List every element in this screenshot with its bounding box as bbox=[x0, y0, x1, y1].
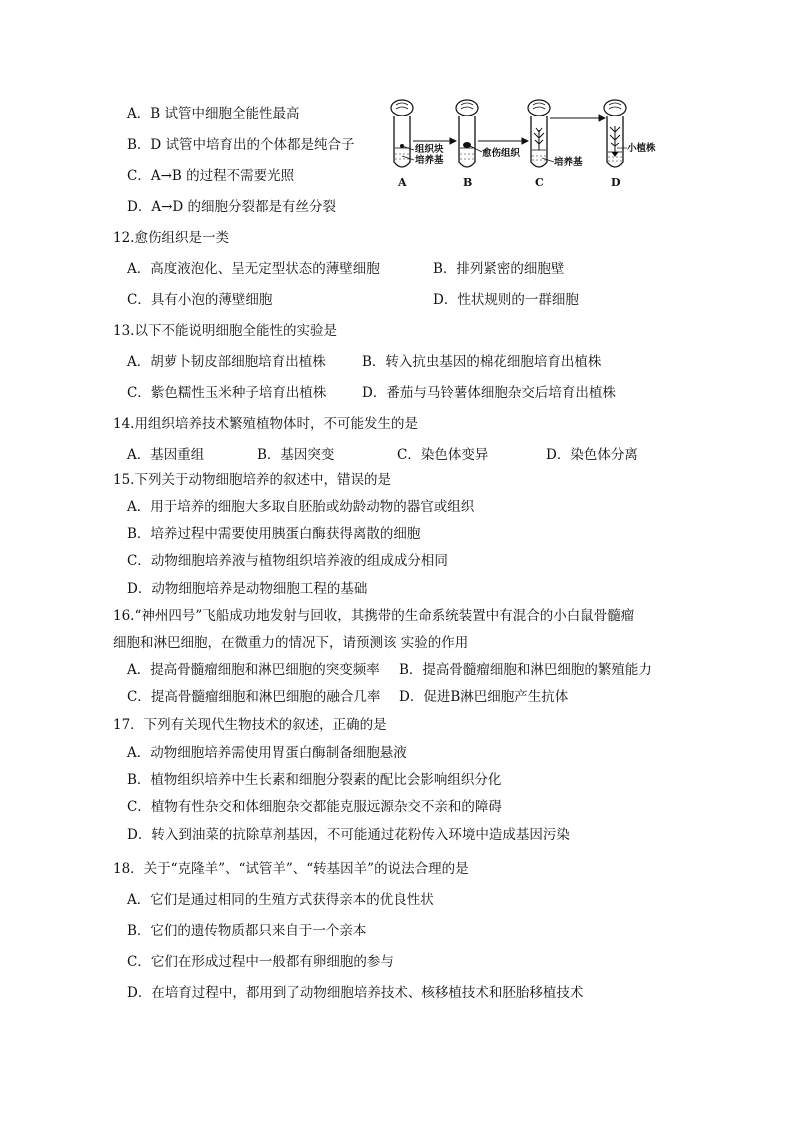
q12-option-b: B．排列紧密的细胞壁 bbox=[433, 261, 565, 277]
tube-label-a: A bbox=[398, 176, 407, 189]
q11-option-b: B．D 试管中培育出的个体都是纯合子 bbox=[127, 137, 355, 153]
q18-option-d: D．在培育过程中，都用到了动物细胞培养技术、核移植技术和胚胎移植技术 bbox=[127, 985, 584, 1001]
q17-option-c: C．植物有性杂交和体细胞杂交都能克服远源杂交不亲和的障碍 bbox=[127, 799, 502, 815]
label-callus: 愈伤组织 bbox=[482, 148, 521, 159]
tube-label-b: B bbox=[463, 176, 473, 189]
q12-stem: 12.愈伤组织是一类 bbox=[113, 230, 229, 246]
q18-stem: 18．关于“克隆羊”、“试管羊”、“转基因羊”的说法合理的是 bbox=[113, 861, 469, 877]
q13-option-c: C．紫色糯性玉米种子培育出植株 bbox=[127, 385, 327, 401]
q16-option-c: C．提高骨髓瘤细胞和淋巴细胞的融合几率 bbox=[127, 689, 381, 705]
label-medium-2: 培养基 bbox=[554, 157, 583, 168]
q13-stem: 13.以下不能说明细胞全能性的实验是 bbox=[113, 323, 337, 339]
q14-option-d: D．染色体分离 bbox=[546, 447, 638, 463]
q11-option-a: A．B 试管中细胞全能性最高 bbox=[127, 106, 300, 122]
q18-option-a: A．它们是通过相同的生殖方式获得亲本的优良性状 bbox=[127, 892, 434, 908]
test-tube-d bbox=[604, 100, 626, 167]
q15-option-a: A．用于培养的细胞大多取自胚胎或幼龄动物的器官或组织 bbox=[127, 499, 475, 515]
q15-option-d: D．动物细胞培养是动物细胞工程的基础 bbox=[127, 581, 368, 597]
q15-option-b: B．培养过程中需要使用胰蛋白酶获得离散的细胞 bbox=[127, 526, 421, 542]
label-medium-1: 培养基 bbox=[415, 155, 444, 166]
q14-option-b: B．基因突变 bbox=[257, 447, 335, 463]
q15-option-c: C．动物细胞培养液与植物组织培养液的组成成分相同 bbox=[127, 553, 448, 569]
test-tube-a bbox=[391, 100, 413, 167]
q16-option-d: D．促进B淋巴细胞产生抗体 bbox=[399, 689, 569, 705]
tissue-culture-diagram bbox=[386, 96, 656, 196]
tube-label-d: D bbox=[611, 176, 621, 189]
q13-option-b: B．转入抗虫基因的棉花细胞培育出植株 bbox=[362, 354, 602, 370]
q14-option-a: A．基因重组 bbox=[127, 447, 205, 463]
q13-option-a: A．胡萝卜韧皮部细胞培育出植株 bbox=[127, 354, 326, 370]
q12-option-d: D．性状规则的一群细胞 bbox=[433, 292, 579, 308]
q16-stem-line2: 细胞和淋巴细胞，在微重力的情况下，请预测该 实验的作用 bbox=[113, 635, 469, 651]
q17-stem: 17．下列有关现代生物技术的叙述，正确的是 bbox=[113, 717, 387, 733]
q13-option-d: D．番茄与马铃薯体细胞杂交后培育出植株 bbox=[362, 385, 616, 401]
q11-option-c: C．A→B 的过程不需要光照 bbox=[127, 168, 295, 184]
q12-option-a: A．高度液泡化、呈无定型状态的薄壁细胞 bbox=[127, 261, 380, 277]
q16-option-b: B．提高骨髓瘤细胞和淋巴细胞的繁殖能力 bbox=[399, 662, 652, 678]
q15-stem: 15.下列关于动物细胞培养的叙述中，错误的是 bbox=[113, 472, 391, 488]
q14-stem: 14.用组织培养技术繁殖植物体时，不可能发生的是 bbox=[113, 416, 418, 432]
q11-option-d: D．A→D 的细胞分裂都是有丝分裂 bbox=[127, 199, 336, 215]
q17-option-d: D．转入到油菜的抗除草剂基因，不可能通过花粉传入环境中造成基因污染 bbox=[127, 827, 570, 843]
q16-option-a: A．提高骨髓瘤细胞和淋巴细胞的突变频率 bbox=[127, 662, 380, 678]
q17-option-b: B．植物组织培养中生长素和细胞分裂素的配比会影响组织分化 bbox=[127, 772, 502, 788]
test-tube-b bbox=[456, 100, 478, 167]
label-plantlet: 小植株 bbox=[627, 143, 656, 154]
q12-option-c: C．具有小泡的薄壁细胞 bbox=[127, 292, 273, 308]
tube-label-c: C bbox=[535, 176, 544, 189]
q16-stem-line1: 16.“神州四号”飞船成功地发射与回收，其携带的生命系统装置中有混合的小白鼠骨髓瘤 bbox=[113, 608, 635, 624]
q14-option-c: C．染色体变异 bbox=[397, 447, 489, 463]
label-tissue-block: 组织块 bbox=[415, 144, 444, 155]
test-tube-c bbox=[528, 100, 550, 167]
q18-option-b: B．它们的遗传物质都只来自于一个亲本 bbox=[127, 923, 367, 939]
q18-option-c: C．它们在形成过程中一般都有卵细胞的参与 bbox=[127, 954, 394, 970]
q17-option-a: A．动物细胞培养需使用胃蛋白酶制备细胞悬液 bbox=[127, 745, 407, 761]
